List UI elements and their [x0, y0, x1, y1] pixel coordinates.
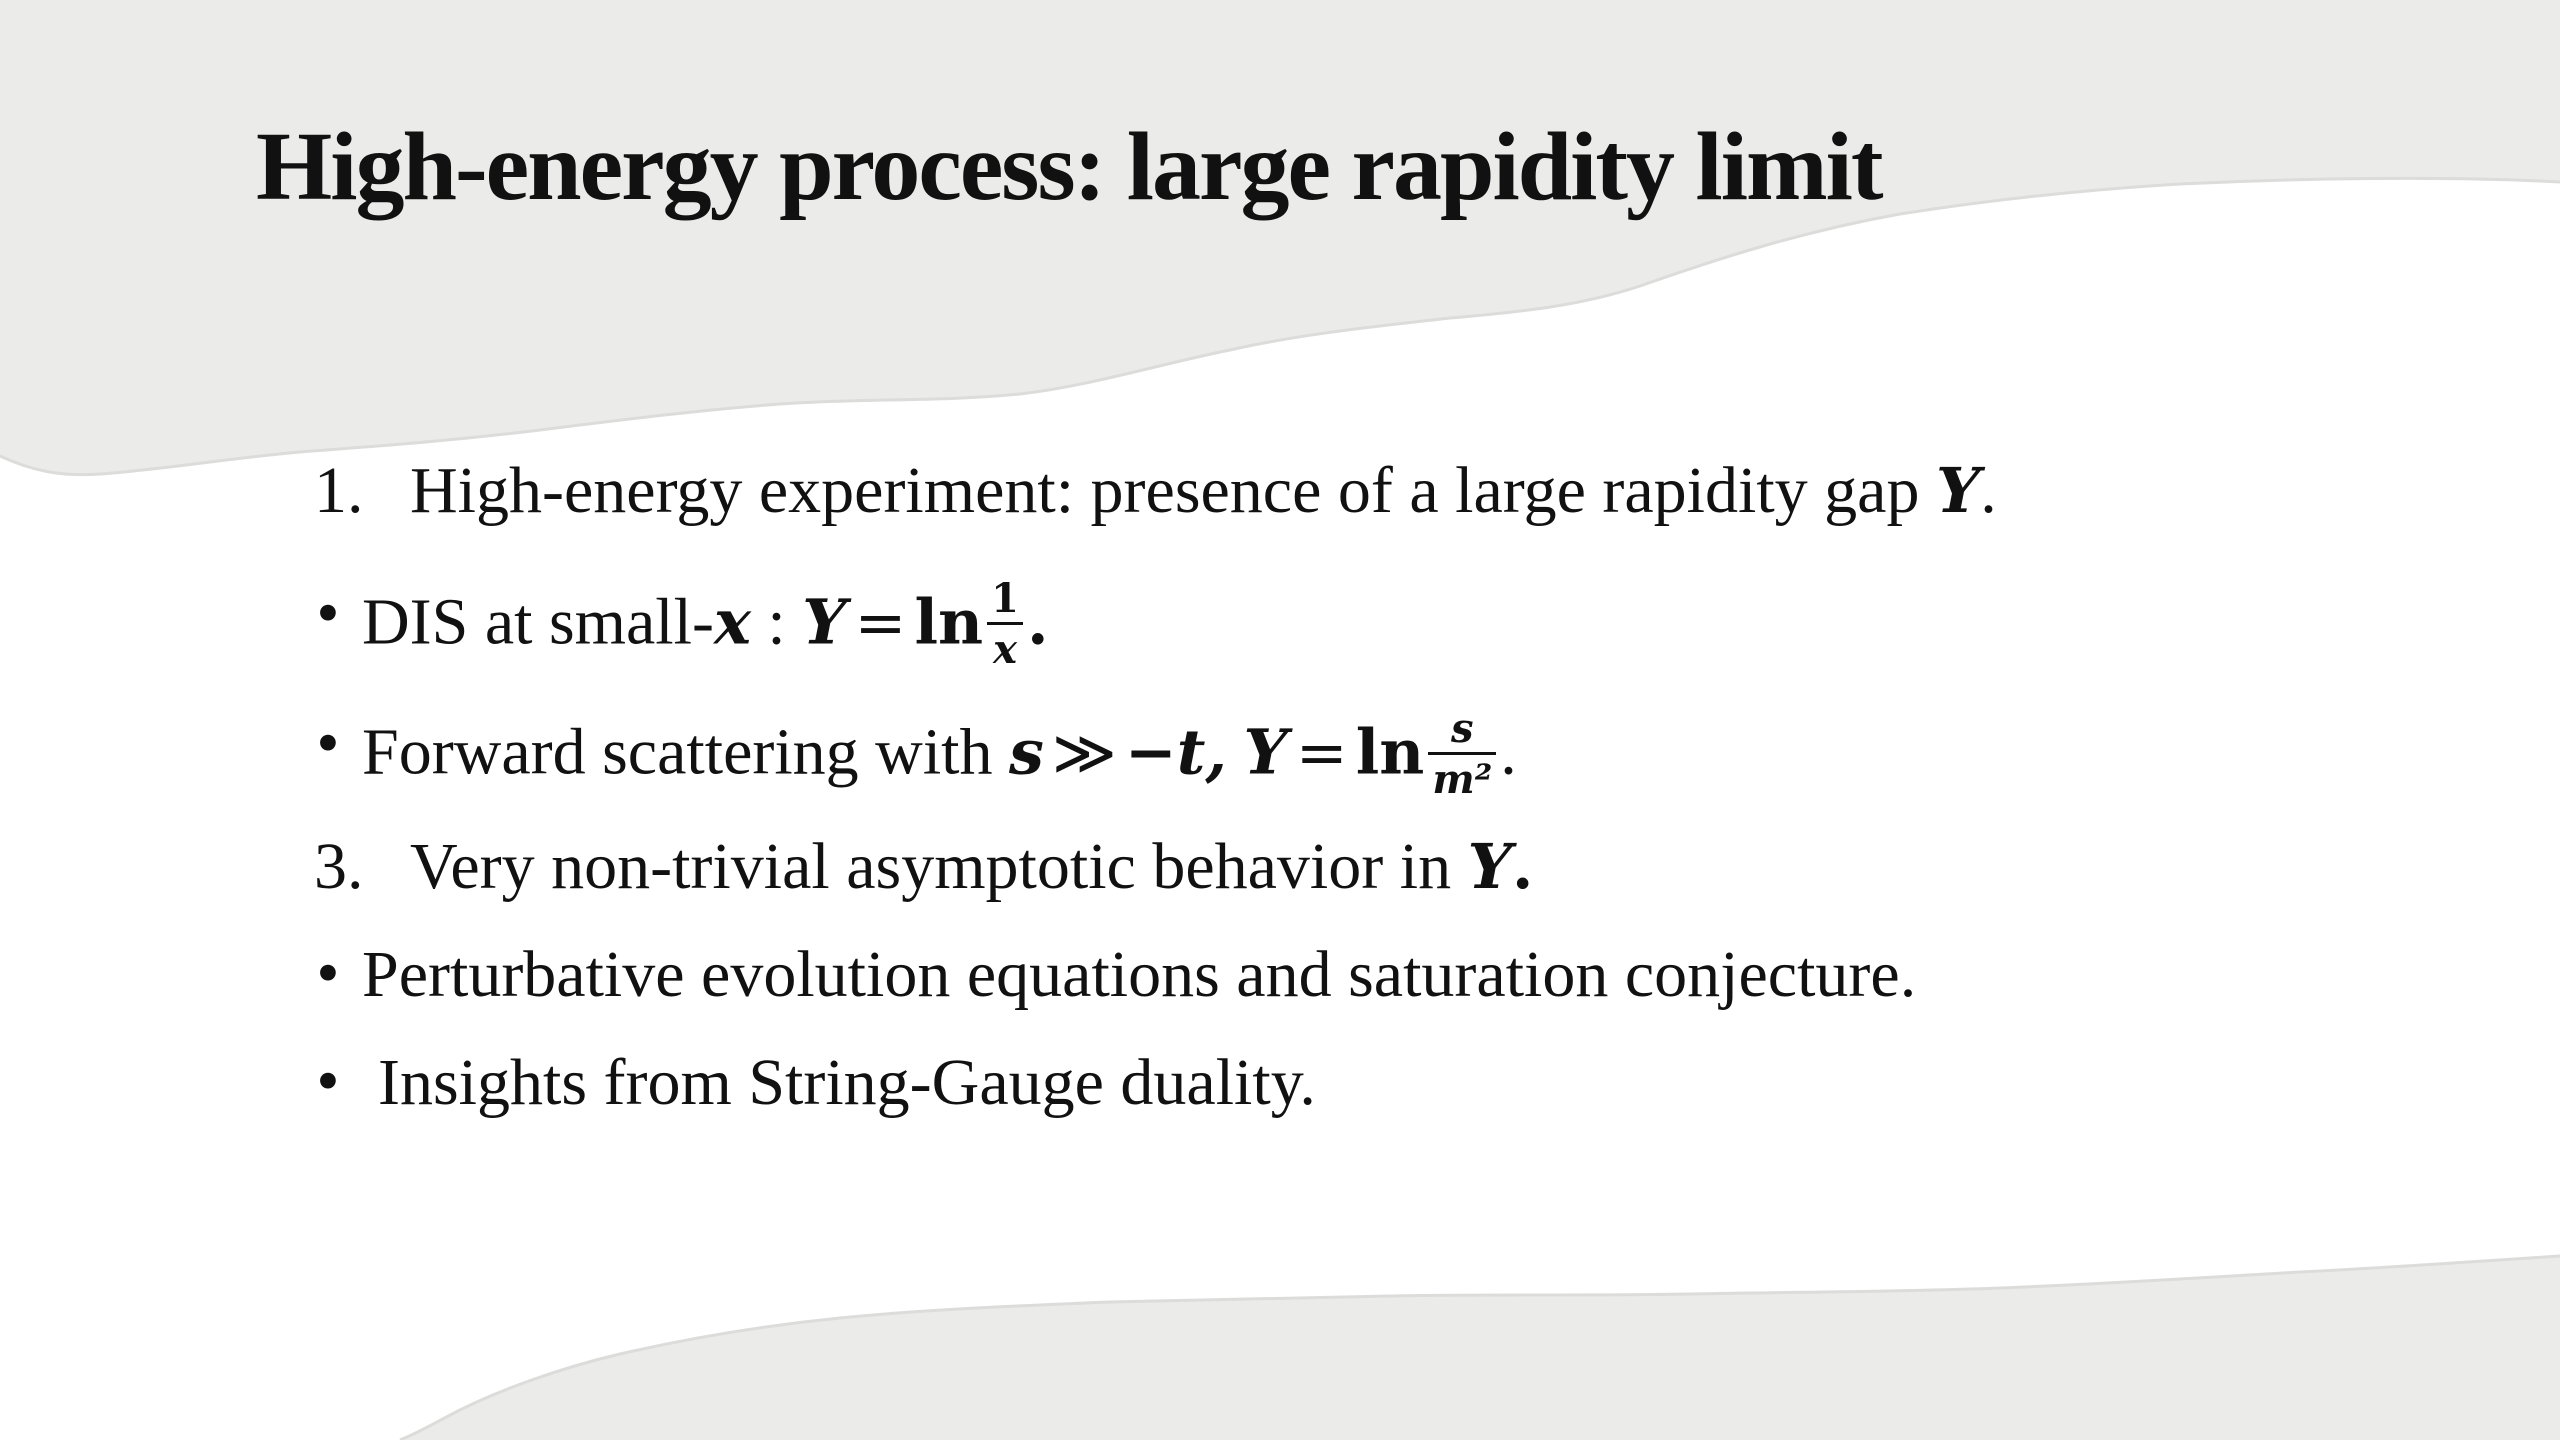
list-item-high-energy-experiment [0, 454, 2560, 588]
list-item-content [362, 575, 1049, 675]
math-variable-y: Y [1467, 830, 1512, 903]
fraction-one-over-x [987, 575, 1023, 673]
list-item-content [362, 705, 1517, 805]
math-minus-t: −t, [1124, 715, 1228, 789]
much-greater-sign: ≫ [1051, 715, 1117, 789]
list-item-forward-scattering [0, 705, 2560, 842]
bullet-icon: • [312, 583, 344, 646]
fraction-denominator: m² [1432, 756, 1493, 803]
ln-function: ln [1355, 715, 1425, 789]
item-text: High-energy experiment: presence of a large rapidity gap [410, 454, 1920, 527]
list-item-content [410, 830, 1534, 903]
fraction-s-over-m-squared [1428, 705, 1496, 803]
fraction-denominator: x [993, 626, 1017, 673]
item-end-punct: . [1026, 585, 1049, 659]
item-text: DIS at small- [362, 585, 714, 659]
fraction-numerator: s [1428, 708, 1496, 755]
math-variable-s: s [1009, 715, 1044, 789]
ln-function: ln [914, 585, 984, 659]
list-item-string-gauge-duality [0, 1046, 2560, 1180]
math-variable-y: Y [1935, 454, 1981, 527]
bullet-icon: • [312, 713, 344, 776]
item-text: Insights from String-Gauge duality. [378, 1046, 1316, 1119]
fraction-numerator: 1 [987, 578, 1023, 625]
math-variable-y: Y [802, 585, 847, 659]
item-end-punct: . [1511, 830, 1534, 903]
equals-sign: = [854, 585, 907, 659]
item-end-punct: . [1980, 454, 1997, 527]
bullet-icon: • [312, 1051, 344, 1114]
item-text: Forward scattering with [362, 715, 993, 789]
equals-sign: = [1295, 715, 1348, 789]
list-number: 3. [314, 830, 364, 903]
list-item-dis-small-x [0, 575, 2560, 712]
list-item-content [410, 454, 1997, 527]
item-end-punct: . [1500, 715, 1517, 789]
list-number: 1. [314, 454, 364, 527]
bullet-icon: • [312, 943, 344, 1006]
slide-title: High-energy process: large rapidity limit [256, 113, 1882, 221]
math-variable-x: x [713, 585, 751, 659]
math-variable-y: Y [1243, 715, 1288, 789]
item-text: Perturbative evolution equations and saturation conjecture. [362, 938, 1917, 1011]
item-text: Very non-trivial asymptotic behavior in [410, 830, 1452, 903]
colon-text: : [750, 585, 803, 659]
